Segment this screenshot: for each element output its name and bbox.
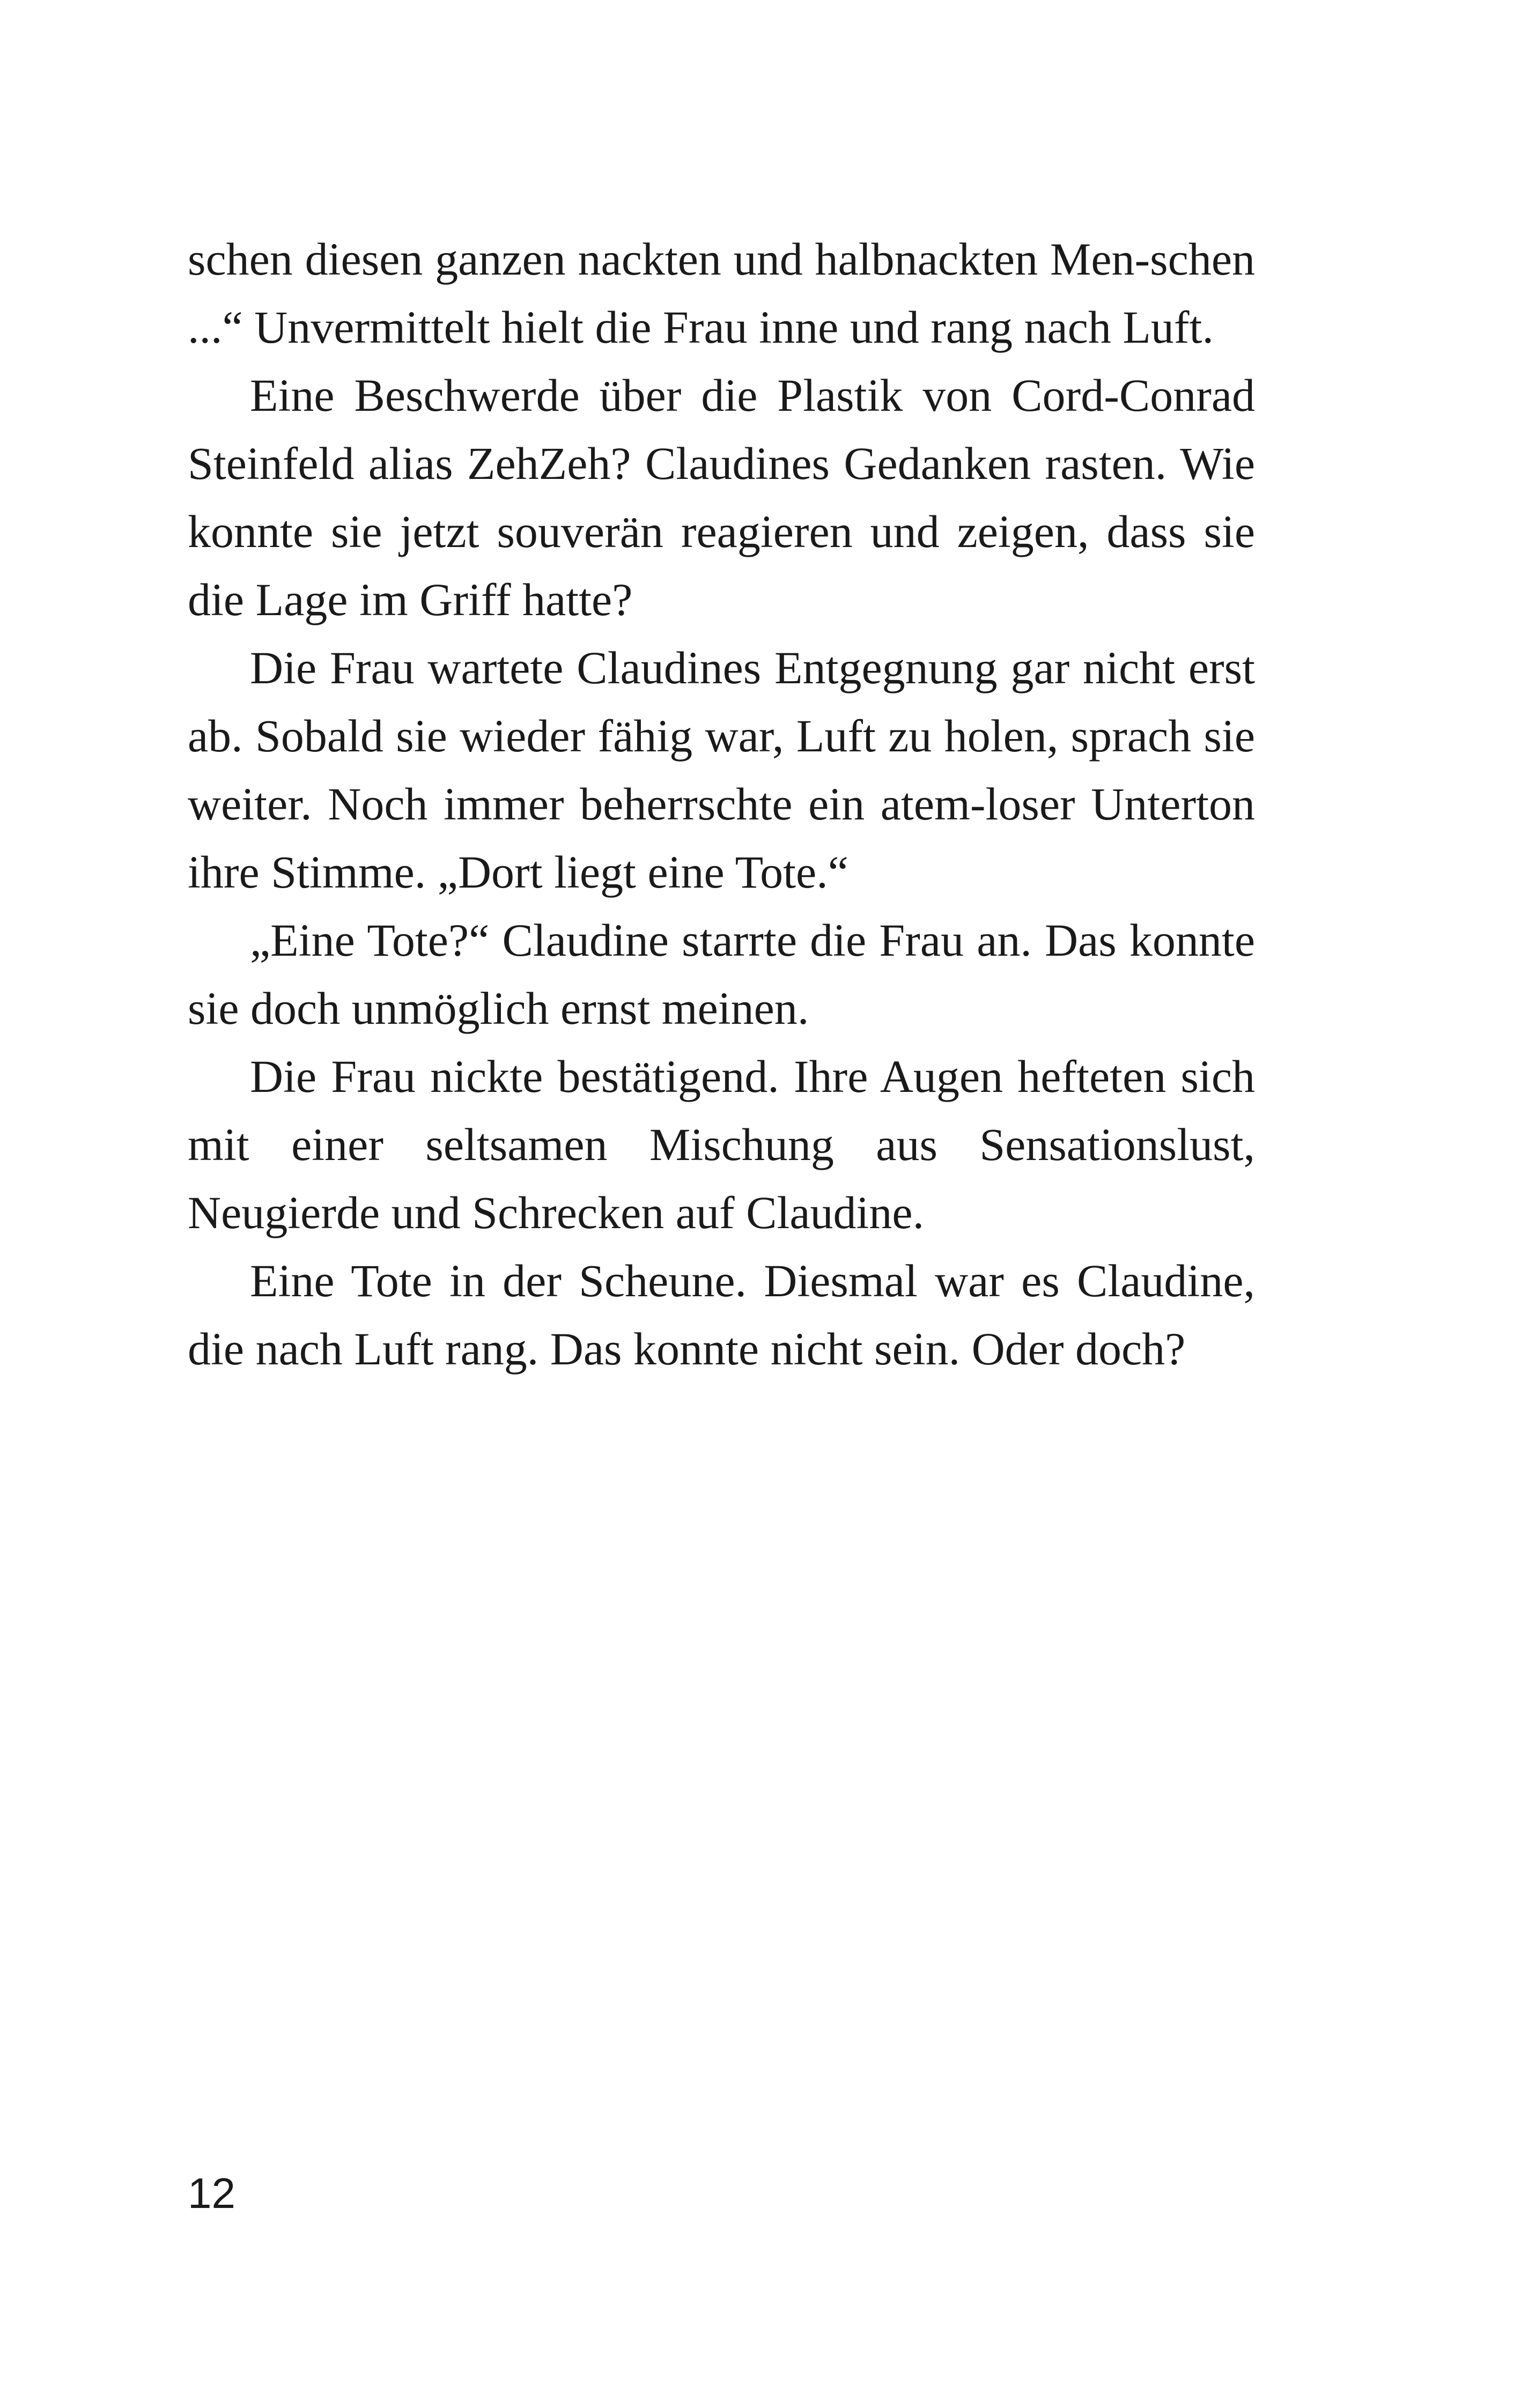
paragraph: Eine Tote in der Scheune. Diesmal war es Claudine, die nach Luft rang. Das konnte nicht sein. Oder doch? — [188, 1255, 1255, 1375]
paragraph: Die Frau nickte bestätigend. Ihre Augen hefteten sich mit einer seltsamen Mischung aus Sensationslust, Neugierde und Schrecken auf Claudine. — [188, 1051, 1255, 1238]
page-number: 12 — [188, 2169, 235, 2217]
paragraph-continuation: schen diesen ganzen nackten und halbnackten Men-schen ...“ Unvermittelt hielt die Frau inne und rang nach Luft. — [188, 233, 1255, 353]
paragraph: Eine Beschwerde über die Plastik von Cord-Conrad Steinfeld alias ZehZeh? Claudines Gedanken rasten. Wie konnte sie jetzt souverän reagieren und zeigen, dass sie die Lage im Griff hatte? — [188, 370, 1255, 625]
paragraph: „Eine Tote?“ Claudine starrte die Frau an. Das konnte sie doch unmöglich ernst meinen. — [188, 914, 1255, 1034]
paragraph: Die Frau wartete Claudines Entgegnung gar nicht erst ab. Sobald sie wieder fähig war, Luft zu holen, sprach sie weiter. Noch immer beherrschte ein atem-loser Unterton ihre Stimme. „Dort liegt eine Tote.“ — [188, 642, 1255, 898]
body-text — [188, 225, 1255, 1383]
